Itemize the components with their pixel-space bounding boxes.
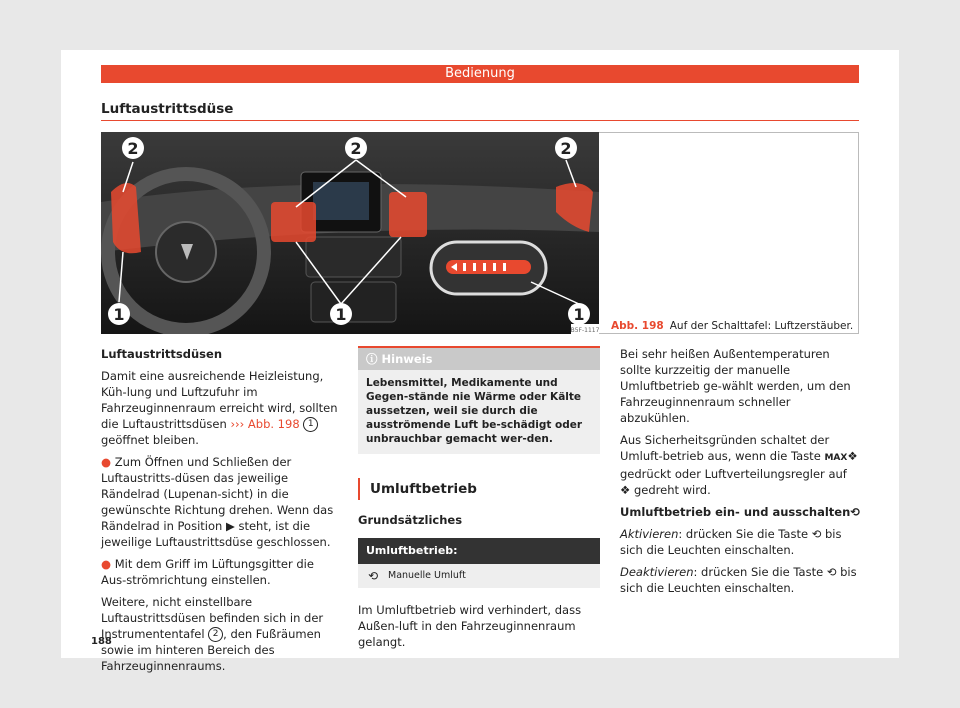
- page-number: 188: [91, 636, 112, 647]
- ref-number-1: 1: [303, 417, 318, 432]
- column-1: [101, 346, 341, 680]
- recirculation-table: [358, 538, 600, 588]
- defrost-icon: ❖: [847, 449, 858, 463]
- deactivate-text-b: bis sich die Leuchten einschalten.: [620, 565, 857, 595]
- p1-text-a: Damit eine ausreichende Heizleistung, Küh-lung und Luftzufuhr im Fahrzeuginnenraum erreicht wird, sollten die Luftaustrittsdüsen: [101, 369, 338, 431]
- manual-page: [61, 50, 899, 673]
- p2-text-a: Weitere, nicht einstellbare Luftaustrittsdüsen befinden sich in der Instrumententafel: [101, 595, 324, 641]
- callout-2-left: 2: [127, 139, 139, 158]
- note-text: Lebensmittel, Medikamente und Gegen-stände nie Wärme oder Kälte aussetzen, weil sie durch die ausströmende Luft be-schädigt oder unbrauchbar gemacht wer-den.: [366, 377, 583, 445]
- subheading-grundsaetzliches: Grundsätzliches: [358, 513, 463, 527]
- recirculation-car-icon: ⟲: [367, 569, 379, 583]
- activate-label: Aktivieren: [620, 527, 679, 541]
- note-box: [358, 346, 600, 454]
- caption-label: Abb. 198: [611, 320, 664, 332]
- paragraph-hot-temperatures: Bei sehr heißen Außentemperaturen sollte kurzzeitig der manuelle Umluftbetrieb ge-wählt werden, um den Fahrzeuginnenraum schneller abzukühlen.: [620, 347, 851, 425]
- activate-text: : drücken Sie die Taste: [678, 527, 809, 541]
- note-header: [358, 348, 600, 370]
- defrost-icon: ❖: [620, 483, 631, 497]
- subheading-luftaustrittsduesen: Luftaustrittsdüsen: [101, 347, 223, 361]
- callout-1-left: 1: [113, 305, 125, 324]
- caption-text: Auf der Schalttafel: Luftzerstäuber.: [669, 320, 854, 332]
- b1-text-b: steht, ist die jeweilige Luftaustrittsdüse geschlossen.: [101, 519, 331, 549]
- b1-text-a: Zum Öffnen und Schließen der Luftaustritts-düsen das jeweilige Rändelrad (Lupenan-sicht) in die gewünschte Richtung drehen. Wenn das Rändelrad in Position: [101, 455, 334, 533]
- callout-1-right: 1: [573, 305, 585, 324]
- column-3: [620, 346, 860, 602]
- bullet-2: [101, 556, 341, 588]
- deactivate-label: Deaktivieren: [620, 565, 694, 579]
- paragraph-1: [101, 368, 341, 448]
- bullet-1: [101, 454, 341, 550]
- info-icon: ⓘ: [366, 352, 378, 366]
- p1-text-b: geöffnet bleiben.: [101, 433, 199, 447]
- heading-umluftbetrieb: Umluftbetrieb: [358, 478, 600, 500]
- position-arrow-icon: ▶: [225, 519, 235, 533]
- bullet-dot-icon: ●: [101, 455, 112, 469]
- bullet-dot-icon: ●: [101, 557, 112, 571]
- deactivate-text: : drücken Sie die Taste: [693, 565, 824, 579]
- dashboard-figure: [101, 132, 599, 334]
- p2-text-c: gedreht wird.: [633, 483, 711, 497]
- max-button-label: MAX: [824, 453, 848, 463]
- p2-text-b: , den Fußräumen sowie im hinteren Bereich des Fahrzeuginnenraums.: [101, 627, 321, 673]
- recirculation-car-icon: ⟲: [811, 527, 822, 541]
- dashboard-illustration: [101, 132, 599, 334]
- table-header: Umluftbetrieb:: [358, 538, 600, 564]
- paragraph-safety: [620, 432, 860, 498]
- figure-code: B5F-1117: [570, 327, 599, 334]
- table-cell-manual-recirculation: Manuelle Umluft: [388, 570, 466, 581]
- b2-text: Mit dem Griff im Lüftungsgitter die Aus-strömrichtung einstellen.: [101, 557, 314, 587]
- section-title: Luftaustrittsdüse: [101, 101, 234, 117]
- recirculation-car-icon: ⟲: [850, 505, 860, 519]
- table-row: [358, 564, 600, 588]
- column-2: [358, 346, 600, 656]
- figure-caption: [611, 320, 853, 332]
- paragraph-activate: [620, 526, 860, 558]
- callout-2-right: 2: [560, 139, 572, 158]
- note-title: Hinweis: [381, 352, 433, 366]
- callout-1-center: 1: [335, 305, 347, 324]
- callout-2-center: 2: [350, 139, 362, 158]
- header-bar: Bedienung: [101, 65, 859, 83]
- activate-text-b: bis sich die Leuchten einschalten.: [620, 527, 842, 557]
- p2-text-a: Aus Sicherheitsgründen schaltet der Umluft-betrieb aus, wenn die Taste: [620, 433, 830, 463]
- heading-toggle-recirculation: [620, 504, 860, 520]
- ref-number-2: 2: [208, 627, 223, 642]
- paragraph-2: [101, 594, 341, 674]
- heading-text: Umluftbetrieb ein- und ausschalten: [620, 505, 851, 519]
- recirculation-car-icon: ⟲: [826, 565, 837, 579]
- title-rule: [101, 120, 859, 121]
- p2-text-b: gedrückt oder Luftverteilungsregler auf: [620, 467, 847, 481]
- paragraph-umluft: Im Umluftbetrieb wird verhindert, dass Außen-luft in den Fahrzeuginnenraum gelangt.: [358, 603, 582, 649]
- figure-reference-link[interactable]: ››› Abb. 198: [230, 417, 300, 431]
- paragraph-deactivate: [620, 564, 860, 596]
